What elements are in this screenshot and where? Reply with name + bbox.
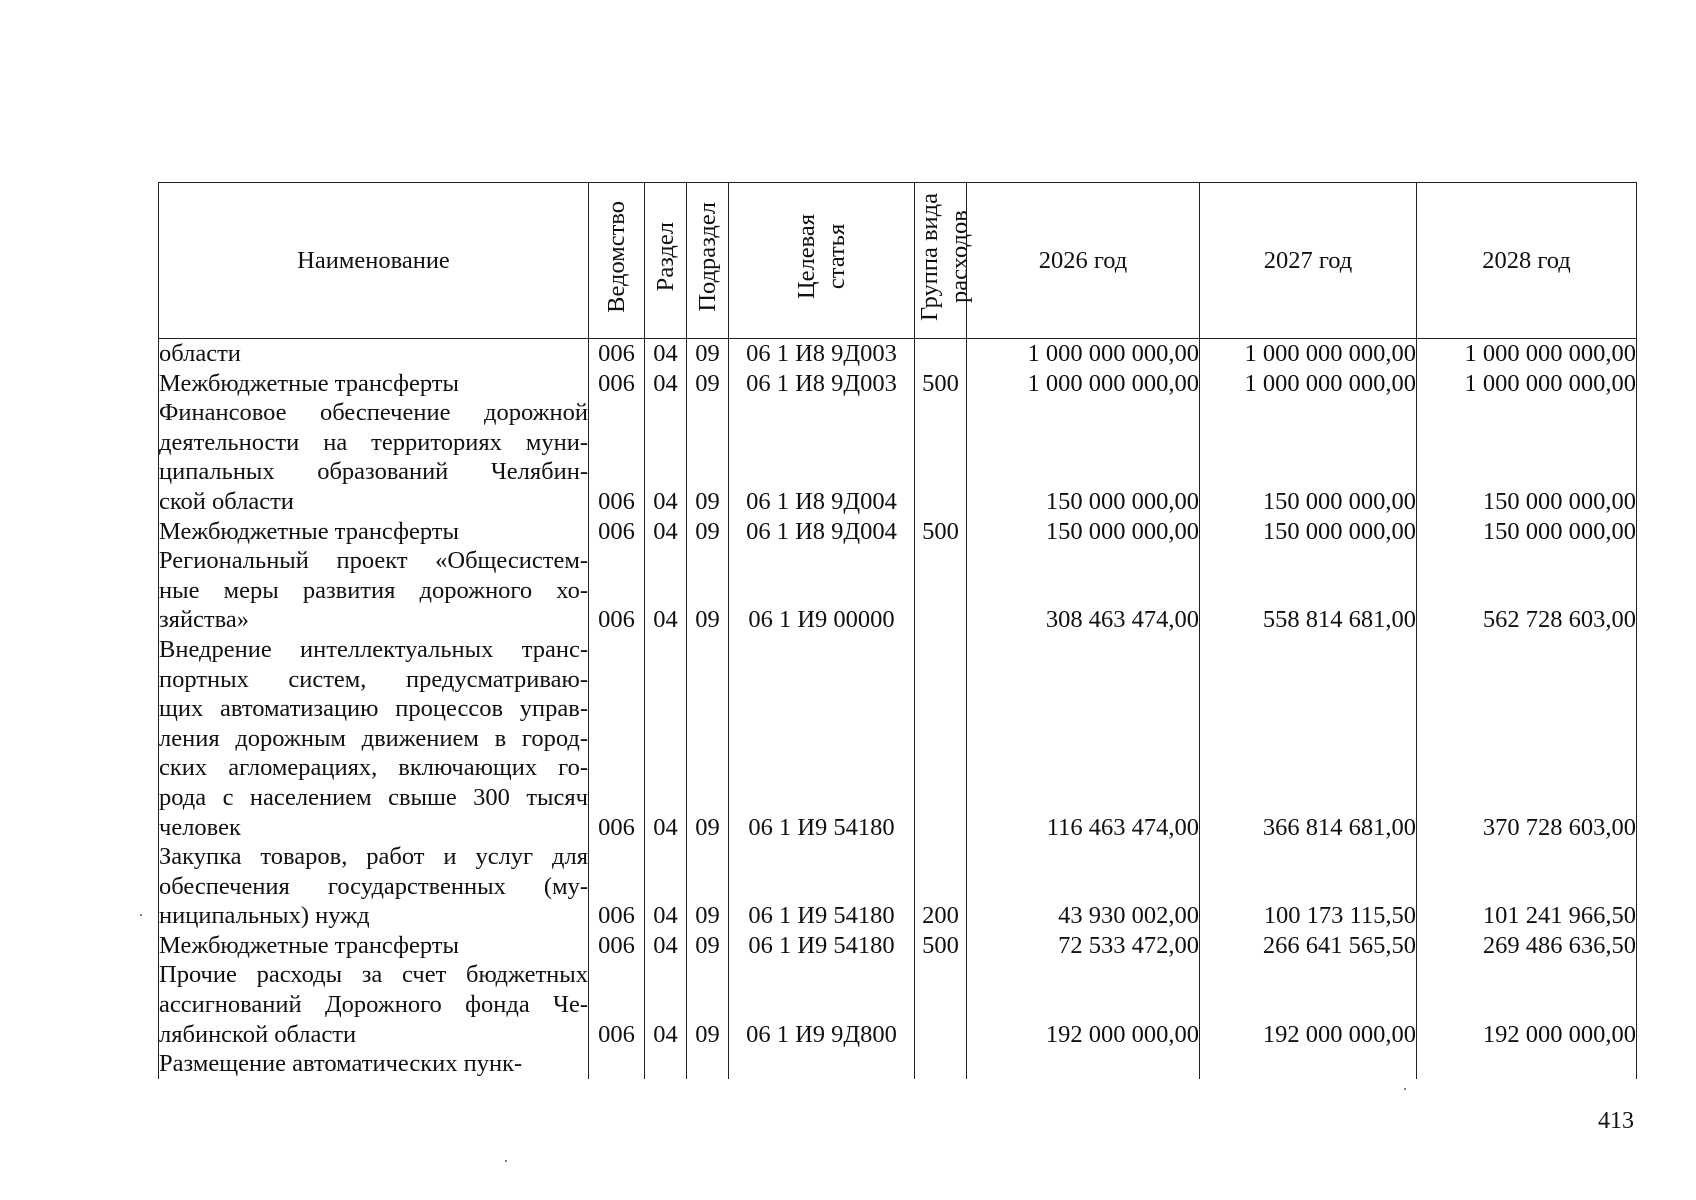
row-name-line: рода с населением свыше 300 тысяч (159, 783, 588, 811)
row-section: 04 (645, 842, 687, 931)
header-name: Наименование (159, 183, 589, 339)
row-subsection (687, 1049, 729, 1079)
row-amount-2026: 43 930 002,00 (967, 842, 1200, 931)
row-name (159, 339, 589, 369)
row-department: 006 (589, 339, 645, 369)
row-subsection: 09 (687, 369, 729, 399)
row-amount-2028: 192 000 000,00 (1417, 960, 1637, 1049)
row-amount-2028: 370 728 603,00 (1417, 635, 1637, 842)
row-section: 04 (645, 369, 687, 399)
row-amount-2026: 1 000 000 000,00 (967, 369, 1200, 399)
row-name-line: ления дорожным движением в город- (159, 724, 588, 752)
row-department (589, 1049, 645, 1079)
row-amount-2027: 1 000 000 000,00 (1200, 339, 1417, 369)
row-name (159, 369, 589, 399)
row-name-line: Прочие расходы за счет бюджетных (159, 961, 588, 989)
header-subsection: Подраздел (687, 183, 729, 339)
row-expense-group: 500 (915, 931, 967, 961)
header-year-2028: 2028 год (1417, 183, 1637, 339)
row-department: 006 (589, 398, 645, 516)
row-section: 04 (645, 517, 687, 547)
row-name (159, 1049, 589, 1079)
row-subsection: 09 (687, 842, 729, 931)
row-name-line: лябинской области (159, 1020, 357, 1048)
row-amount-2026: 72 533 472,00 (967, 931, 1200, 961)
row-target-article: 06 1 И8 9Д004 (729, 517, 915, 547)
row-expense-group (915, 635, 967, 842)
row-amount-2028 (1417, 1049, 1637, 1079)
row-name-line: Финансовое обеспечение дорожной (159, 399, 588, 427)
row-amount-2027: 366 814 681,00 (1200, 635, 1417, 842)
row-expense-group: 500 (915, 517, 967, 547)
row-amount-2026: 192 000 000,00 (967, 960, 1200, 1049)
row-section (645, 1049, 687, 1079)
row-subsection: 09 (687, 398, 729, 516)
header-expense-group: Группа вида расходов (915, 183, 967, 339)
scan-speck (505, 1160, 507, 1162)
row-subsection: 09 (687, 339, 729, 369)
table-row (159, 517, 1637, 547)
row-expense-group: 500 (915, 369, 967, 399)
row-amount-2026: 150 000 000,00 (967, 398, 1200, 516)
page-number: 413 (1598, 1108, 1634, 1134)
row-amount-2027: 1 000 000 000,00 (1200, 369, 1417, 399)
row-department: 006 (589, 517, 645, 547)
row-amount-2028: 150 000 000,00 (1417, 517, 1637, 547)
table-row (159, 842, 1637, 931)
row-department: 006 (589, 960, 645, 1049)
row-section: 04 (645, 398, 687, 516)
table-body (159, 339, 1637, 1079)
row-name-line: щих автоматизацию процессов управ- (159, 695, 588, 723)
row-section: 04 (645, 931, 687, 961)
row-target-article: 06 1 И9 54180 (729, 931, 915, 961)
row-name-line: ципальных образований Челябин- (159, 458, 588, 486)
table-row (159, 398, 1637, 516)
row-target-article: 06 1 И9 54180 (729, 842, 915, 931)
row-amount-2027: 558 814 681,00 (1200, 546, 1417, 635)
row-target-article: 06 1 И9 00000 (729, 546, 915, 635)
header-department: Ведомство (589, 183, 645, 339)
row-subsection: 09 (687, 635, 729, 842)
row-amount-2026: 308 463 474,00 (967, 546, 1200, 635)
row-amount-2026: 116 463 474,00 (967, 635, 1200, 842)
row-name-line: человек (159, 813, 241, 841)
row-name-line: Размещение автоматических пунк- (159, 1050, 523, 1078)
row-name-line: области (159, 340, 241, 367)
row-department: 006 (589, 842, 645, 931)
row-department: 006 (589, 369, 645, 399)
table-row (159, 960, 1637, 1049)
row-name (159, 635, 589, 842)
row-name-line: ской области (159, 487, 294, 515)
header-year-2026: 2026 год (967, 183, 1200, 339)
row-target-article: 06 1 И8 9Д003 (729, 339, 915, 369)
row-amount-2027: 192 000 000,00 (1200, 960, 1417, 1049)
row-target-article: 06 1 И8 9Д004 (729, 398, 915, 516)
table-row (159, 339, 1637, 369)
row-name-line: обеспечения государственных (му- (159, 872, 588, 900)
row-name (159, 842, 589, 931)
row-expense-group (915, 1049, 967, 1079)
row-name-line: Внедрение интеллектуальных транс- (159, 635, 588, 663)
budget-table (158, 182, 1637, 1079)
row-department: 006 (589, 635, 645, 842)
row-target-article: 06 1 И8 9Д003 (729, 369, 915, 399)
header-target-article: Целевая статья (729, 183, 915, 339)
row-amount-2028: 150 000 000,00 (1417, 398, 1637, 516)
row-name (159, 931, 589, 961)
row-subsection: 09 (687, 517, 729, 547)
row-target-article: 06 1 И9 54180 (729, 635, 915, 842)
row-section: 04 (645, 546, 687, 635)
row-expense-group (915, 960, 967, 1049)
row-section: 04 (645, 339, 687, 369)
row-expense-group (915, 398, 967, 516)
row-amount-2028: 1 000 000 000,00 (1417, 369, 1637, 399)
row-expense-group (915, 339, 967, 369)
row-name-line: Региональный проект «Общесистем- (159, 547, 588, 575)
row-name-line: зяйства» (159, 606, 250, 634)
row-name-line: деятельности на территориях муни- (159, 428, 588, 456)
row-name-line: портных систем, предусматриваю- (159, 665, 588, 693)
row-amount-2026: 150 000 000,00 (967, 517, 1200, 547)
row-amount-2027: 100 173 115,50 (1200, 842, 1417, 931)
row-subsection: 09 (687, 960, 729, 1049)
row-name-line: ные меры развития дорожного хо- (159, 576, 588, 604)
row-subsection: 09 (687, 546, 729, 635)
row-section: 04 (645, 960, 687, 1049)
row-name-line: ских агломерациях, включающих го- (159, 754, 588, 782)
table-row (159, 369, 1637, 399)
header-year-2027: 2027 год (1200, 183, 1417, 339)
table-row (159, 635, 1637, 842)
row-amount-2028: 101 241 966,50 (1417, 842, 1637, 931)
table-row (159, 546, 1637, 635)
row-name-line: Закупка товаров, работ и услуг для (159, 843, 588, 871)
row-amount-2026 (967, 1049, 1200, 1079)
row-name-line: ассигнований Дорожного фонда Че- (159, 991, 588, 1019)
row-name (159, 960, 589, 1049)
row-department: 006 (589, 931, 645, 961)
row-target-article (729, 1049, 915, 1079)
row-amount-2028: 269 486 636,50 (1417, 931, 1637, 961)
table-row (159, 931, 1637, 961)
row-amount-2027: 150 000 000,00 (1200, 517, 1417, 547)
header-section: Раздел (645, 183, 687, 339)
row-amount-2027 (1200, 1049, 1417, 1079)
row-section: 04 (645, 635, 687, 842)
scan-speck (140, 914, 142, 916)
row-target-article: 06 1 И9 9Д800 (729, 960, 915, 1049)
row-amount-2028: 1 000 000 000,00 (1417, 339, 1637, 369)
row-amount-2028: 562 728 603,00 (1417, 546, 1637, 635)
row-name-line: ниципальных) нужд (159, 902, 370, 930)
row-expense-group: 200 (915, 842, 967, 931)
row-name (159, 546, 589, 635)
row-name (159, 398, 589, 516)
row-subsection: 09 (687, 931, 729, 961)
row-department: 006 (589, 546, 645, 635)
row-amount-2026: 1 000 000 000,00 (967, 339, 1200, 369)
scan-speck (1404, 1088, 1406, 1090)
row-name-line: Межбюджетные трансферты (159, 931, 459, 959)
table-header-row (159, 183, 1637, 339)
table-row (159, 1049, 1637, 1079)
row-amount-2027: 266 641 565,50 (1200, 931, 1417, 961)
row-amount-2027: 150 000 000,00 (1200, 398, 1417, 516)
row-name (159, 517, 589, 547)
row-name-line: Межбюджетные трансферты (159, 369, 459, 397)
row-expense-group (915, 546, 967, 635)
row-name-line: Межбюджетные трансферты (159, 517, 459, 545)
